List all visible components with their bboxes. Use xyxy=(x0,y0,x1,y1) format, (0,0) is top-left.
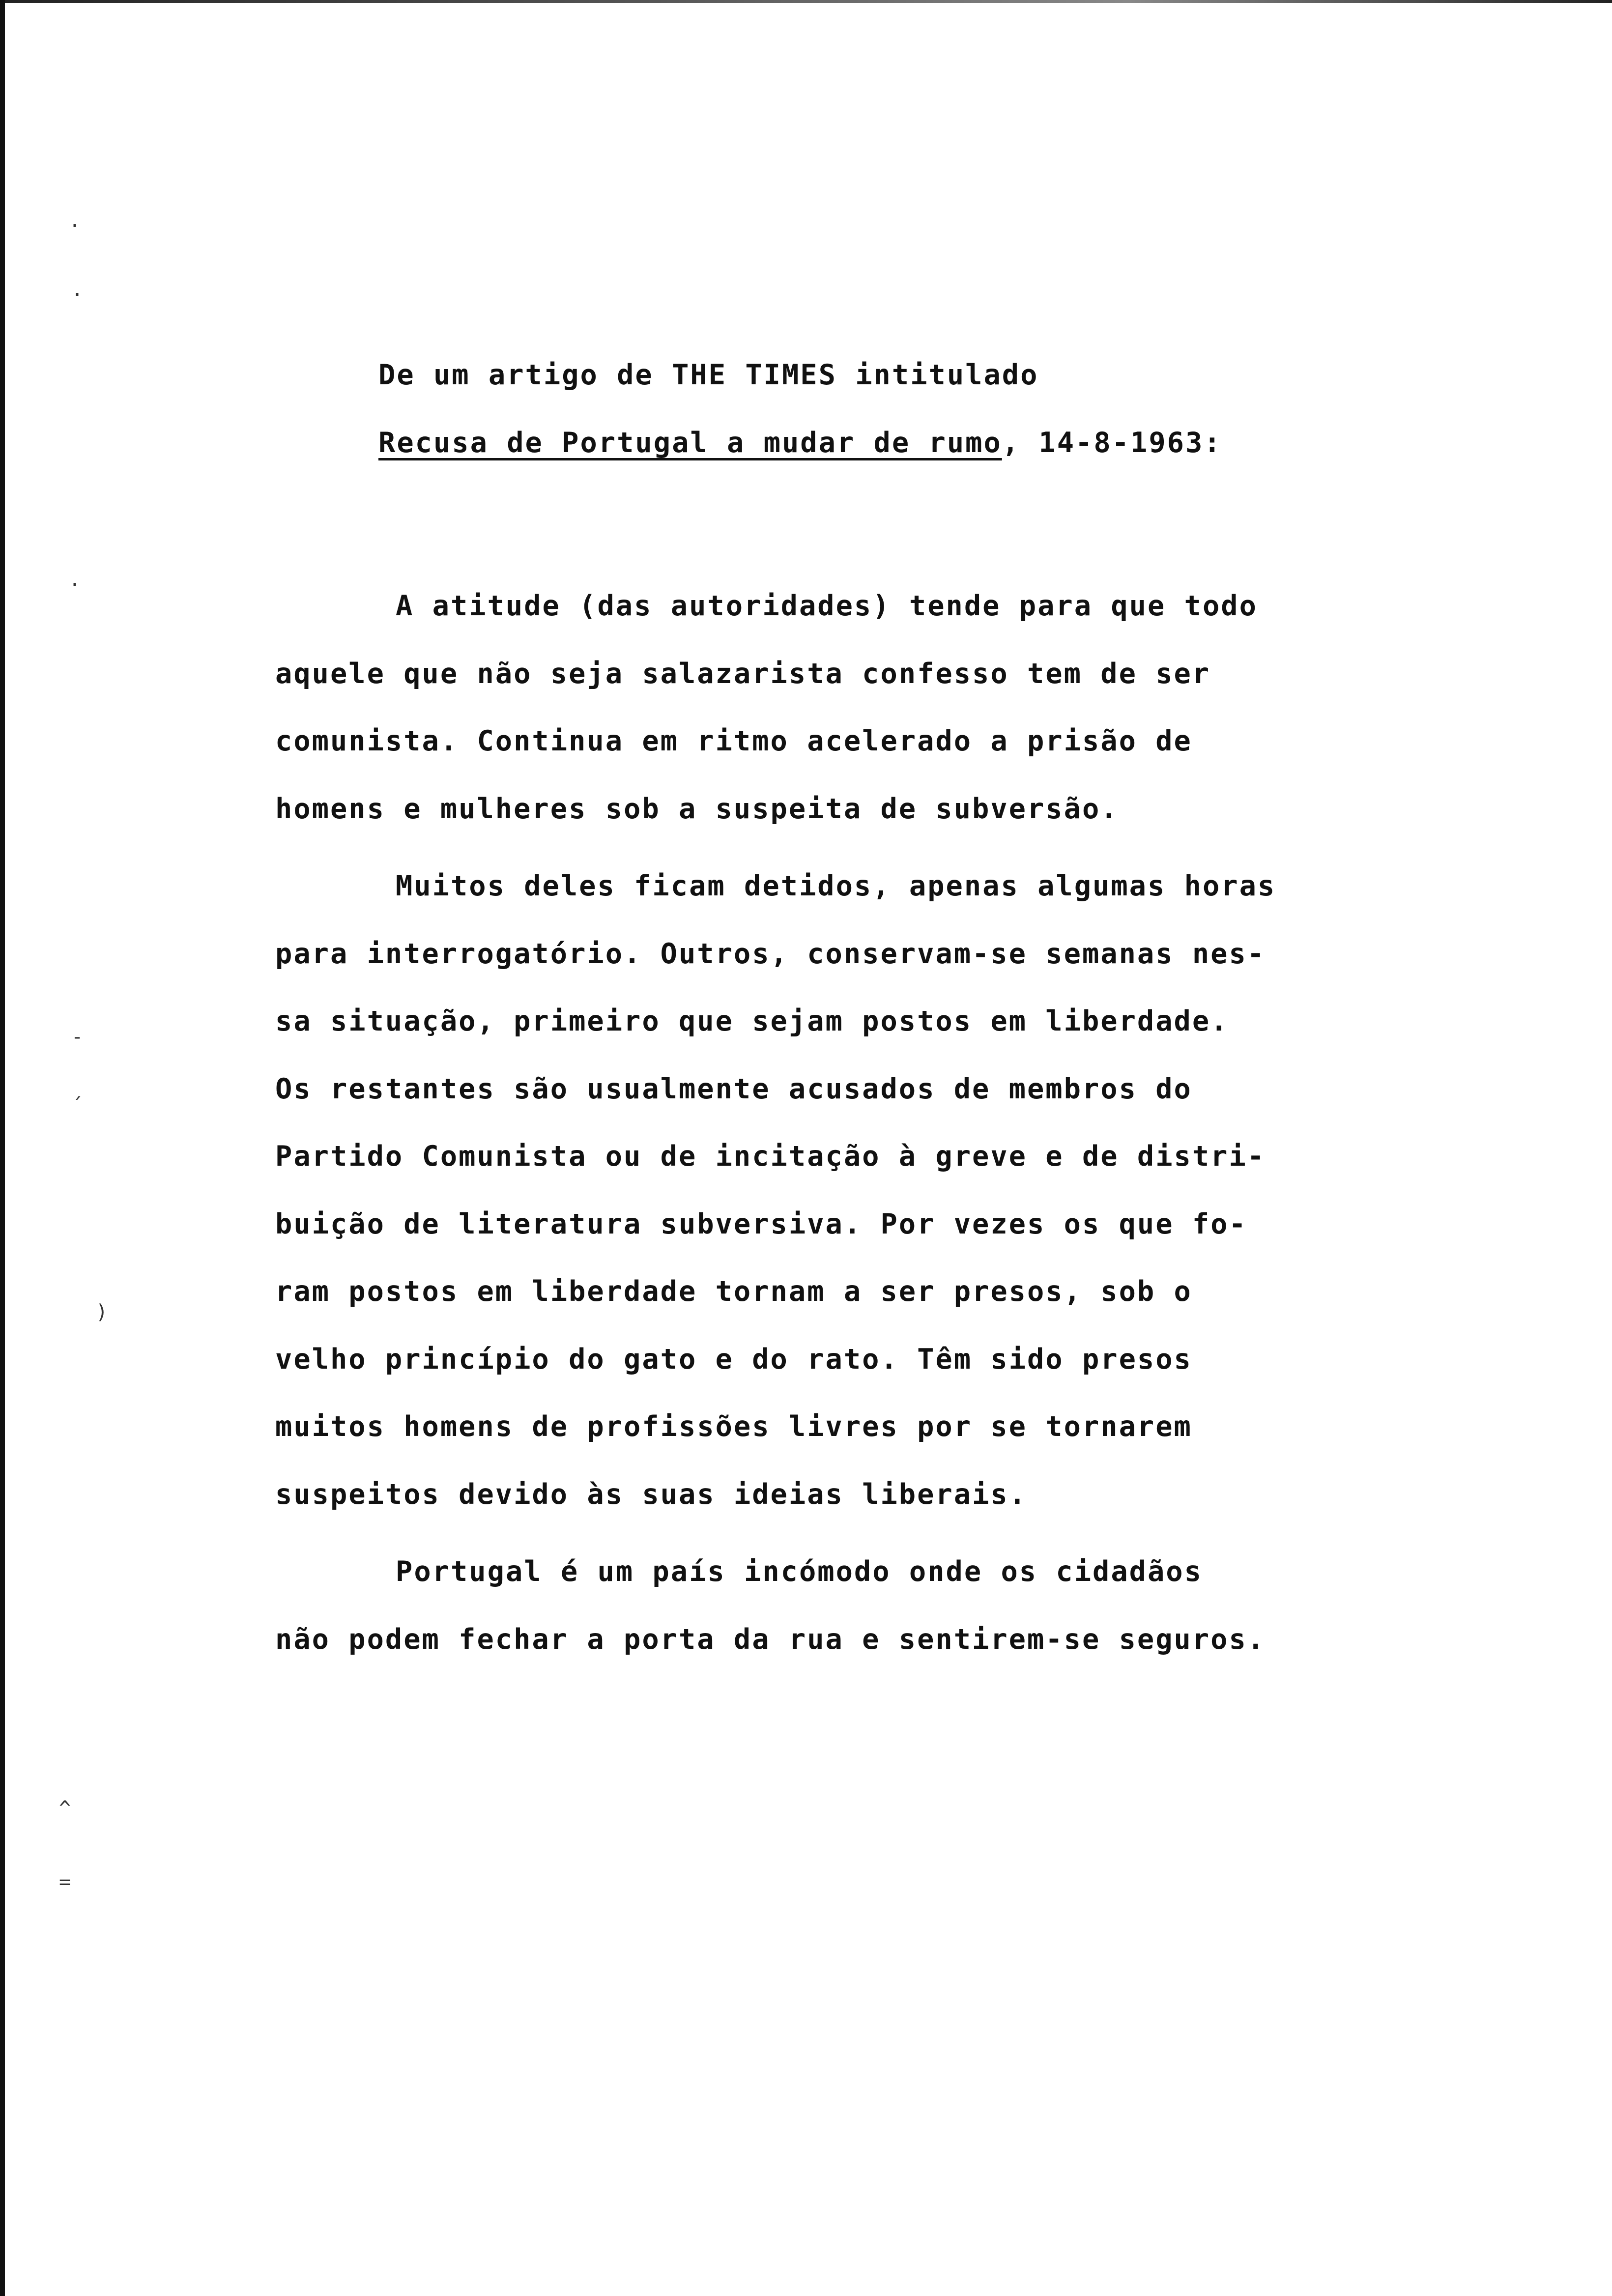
text-line: comunista. Continua em ritmo acelerado a prisão de xyxy=(275,725,1192,757)
text-line: velho princípio do gato e do rato. Têm sido presos xyxy=(275,1343,1192,1376)
text-line: muitos homens de profissões livres por se tornarem xyxy=(275,1410,1192,1443)
paragraph-2 xyxy=(275,853,1376,1528)
page-left-edge xyxy=(0,0,5,2296)
page-top-edge xyxy=(0,0,1612,3)
scan-speck: - xyxy=(71,1026,84,1048)
text-line: aquele que não seja salazarista confesso tem de ser xyxy=(275,657,1211,690)
text-line: Partido Comunista ou de incitação à greve e de distri- xyxy=(275,1140,1266,1173)
paragraph-3 xyxy=(275,1538,1376,1673)
text-line: para interrogatório. Outros, conservam-se semanas nes- xyxy=(275,937,1266,970)
text-line: homens e mulheres sob a suspeita de subversão. xyxy=(275,792,1119,825)
scan-speck: ´ xyxy=(71,1094,84,1117)
text-line: Portugal é um país incómodo onde os cidadãos xyxy=(396,1555,1203,1588)
article-date: , 14-8-1963: xyxy=(1002,426,1222,459)
paragraph-gap xyxy=(275,843,1376,853)
text-line: Muitos deles ficam detidos, apenas algumas horas xyxy=(396,870,1276,902)
scan-speck: = xyxy=(59,1871,71,1894)
document-heading xyxy=(378,342,1222,477)
scan-speck: · xyxy=(71,284,84,306)
text-line: sa situação, primeiro que sejam postos em liberdade. xyxy=(275,1005,1229,1037)
article-body xyxy=(275,573,1376,1673)
scan-speck: · xyxy=(69,215,81,237)
text-line: buição de literatura subversiva. Por vezes os que fo- xyxy=(275,1207,1247,1240)
text-line: Os restantes são usualmente acusados de membros do xyxy=(275,1072,1192,1105)
text-line: suspeitos devido às suas ideias liberais. xyxy=(275,1478,1027,1511)
text-line: não podem fechar a porta da rua e sentirem-se seguros. xyxy=(275,1623,1266,1656)
paragraph-1 xyxy=(275,573,1376,843)
scan-speck: ^ xyxy=(59,1797,71,1820)
scan-speck: · xyxy=(69,574,81,596)
text-line: ram postos em liberdade tornam a ser presos, sob o xyxy=(275,1275,1192,1308)
text-line: A atitude (das autoridades) tende para que todo xyxy=(396,590,1258,622)
scan-speck: ) xyxy=(96,1301,108,1323)
article-title: Recusa de Portugal a mudar de rumo xyxy=(378,426,1002,459)
heading-line-source: De um artigo de THE TIMES intitulado xyxy=(378,359,1039,391)
heading-line-title xyxy=(378,409,1222,477)
paragraph-gap xyxy=(275,1528,1376,1538)
